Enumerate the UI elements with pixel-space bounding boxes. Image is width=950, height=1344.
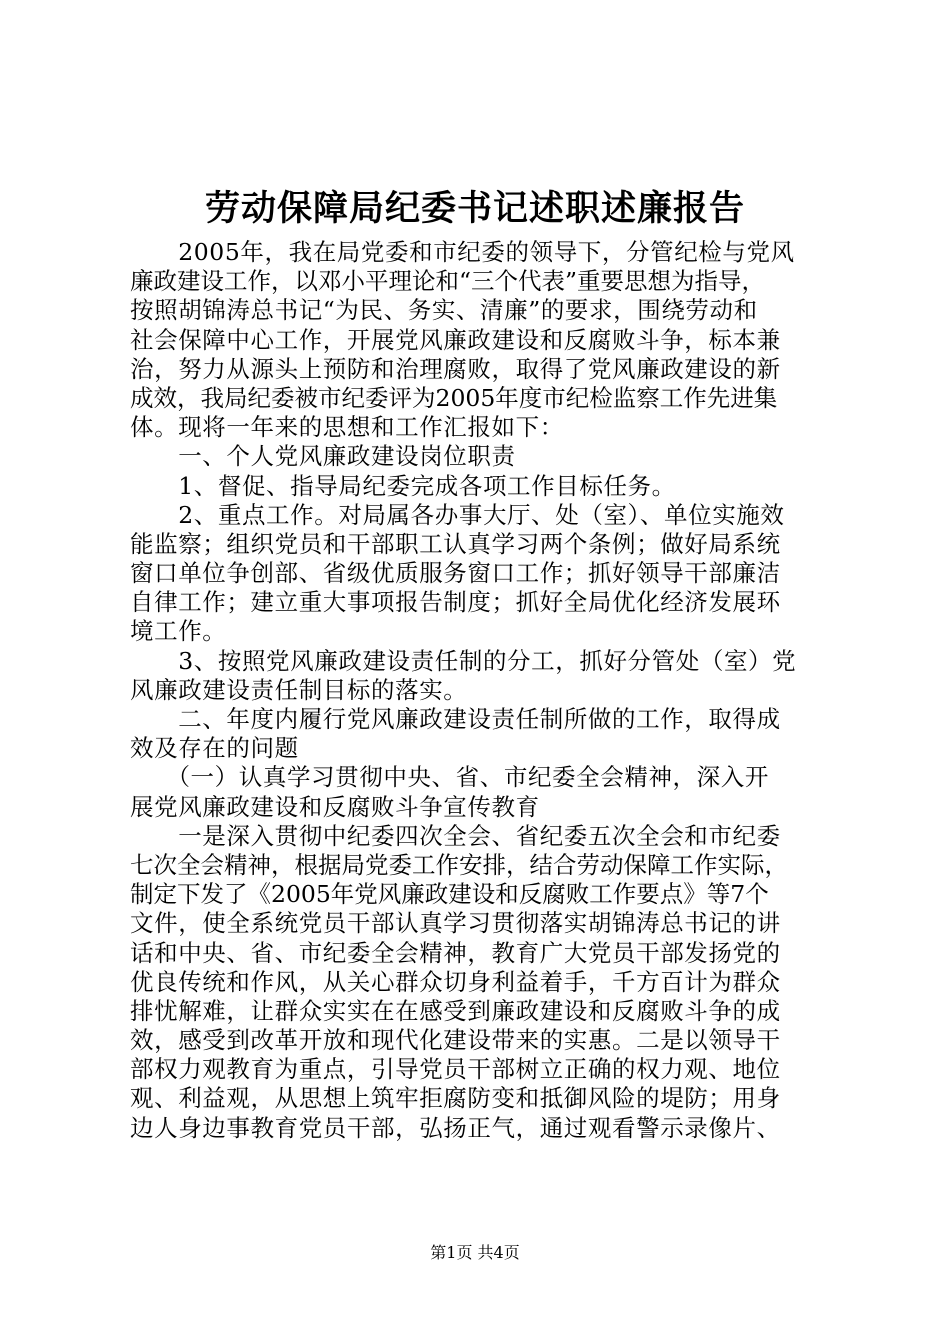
text-line: 1、督促、指导局纪委完成各项工作目标任务。 xyxy=(130,471,676,500)
text-line: 境工作。 xyxy=(130,617,227,646)
text-line: 能监察；组织党员和干部职工认真学习两个条例；做好局系统 xyxy=(130,529,781,558)
document-title: 劳动保障局纪委书记述职述廉报告 xyxy=(204,188,745,229)
text-line: 话和中央、省、市纪委全会精神，教育广大党员干部发扬党的 xyxy=(130,938,781,967)
subsection-heading: 展党风廉政建设和反腐败斗争宣传教育 xyxy=(130,792,540,821)
subsection-heading: （一）认真学习贯彻中央、省、市纪委全会精神，深入开 xyxy=(130,763,769,792)
text-line: 成效，我局纪委被市纪委评为2005年度市纪检监察工作先进集 xyxy=(130,383,778,412)
text-line: 治，努力从源头上预防和治理腐败，取得了党风廉政建设的新 xyxy=(130,354,781,383)
text-line: 自律工作；建立重大事项报告制度；抓好全局优化经济发展环 xyxy=(130,588,781,617)
section-heading: 二、年度内履行党风廉政建设责任制所做的工作，取得成 xyxy=(130,705,781,733)
text-line: 风廉政建设责任制目标的落实。 xyxy=(130,675,468,704)
text-line: 体。现将一年来的思想和工作汇报如下： xyxy=(130,413,564,442)
section-heading: 一、个人党风廉政建设岗位职责 xyxy=(130,442,516,471)
text-line: 效，感受到改革开放和现代化建设带来的实惠。二是以领导干 xyxy=(130,1026,781,1055)
text-line: 文件，使全系统党员干部认真学习贯彻落实胡锦涛总书记的讲 xyxy=(130,909,781,938)
text-line: 部权力观教育为重点，引导党员干部树立正确的权力观、地位 xyxy=(130,1055,781,1084)
text-line: 2005年，我在局党委和市纪委的领导下，分管纪检与党风 xyxy=(130,238,795,266)
text-line: 边人身边事教育党员干部，弘扬正气，通过观看警示录像片、 xyxy=(130,1113,781,1142)
text-line: 一是深入贯彻中纪委四次全会、省纪委五次全会和市纪委 xyxy=(130,821,781,850)
text-line: 按照胡锦涛总书记“为民、务实、清廉”的要求，围绕劳动和 xyxy=(130,296,758,325)
text-line: 七次全会精神，根据局党委工作安排，结合劳动保障工作实际， xyxy=(130,850,788,879)
text-line: 2、重点工作。对局属各办事大厅、处（室）、单位实施效 xyxy=(130,500,785,529)
text-line: 社会保障中心工作，开展党风廉政建设和反腐败斗争，标本兼 xyxy=(130,325,781,354)
text-line: 窗口单位争创部、省级优质服务窗口工作；抓好领导干部廉洁 xyxy=(130,559,781,588)
text-line: 观、利益观，从思想上筑牢拒腐防变和抵御风险的堤防；用身 xyxy=(130,1084,781,1113)
text-line: 3、按照党风廉政建设责任制的分工，抓好分管处（室）党 xyxy=(130,646,797,675)
text-line: 排忧解难，让群众实实在在感受到廉政建设和反腐败斗争的成 xyxy=(130,996,781,1025)
document-body xyxy=(130,238,820,1143)
section-heading: 效及存在的问题 xyxy=(130,734,299,763)
text-line: 优良传统和作风，从关心群众切身利益着手，千方百计为群众 xyxy=(130,967,781,996)
text-line: 制定下发了《2005年党风廉政建设和反腐败工作要点》等7个 xyxy=(130,880,769,909)
page-number-footer: 第1页 共4页 xyxy=(430,1243,520,1262)
text-line: 廉政建设工作，以邓小平理论和“三个代表”重要思想为指导， xyxy=(130,267,766,296)
